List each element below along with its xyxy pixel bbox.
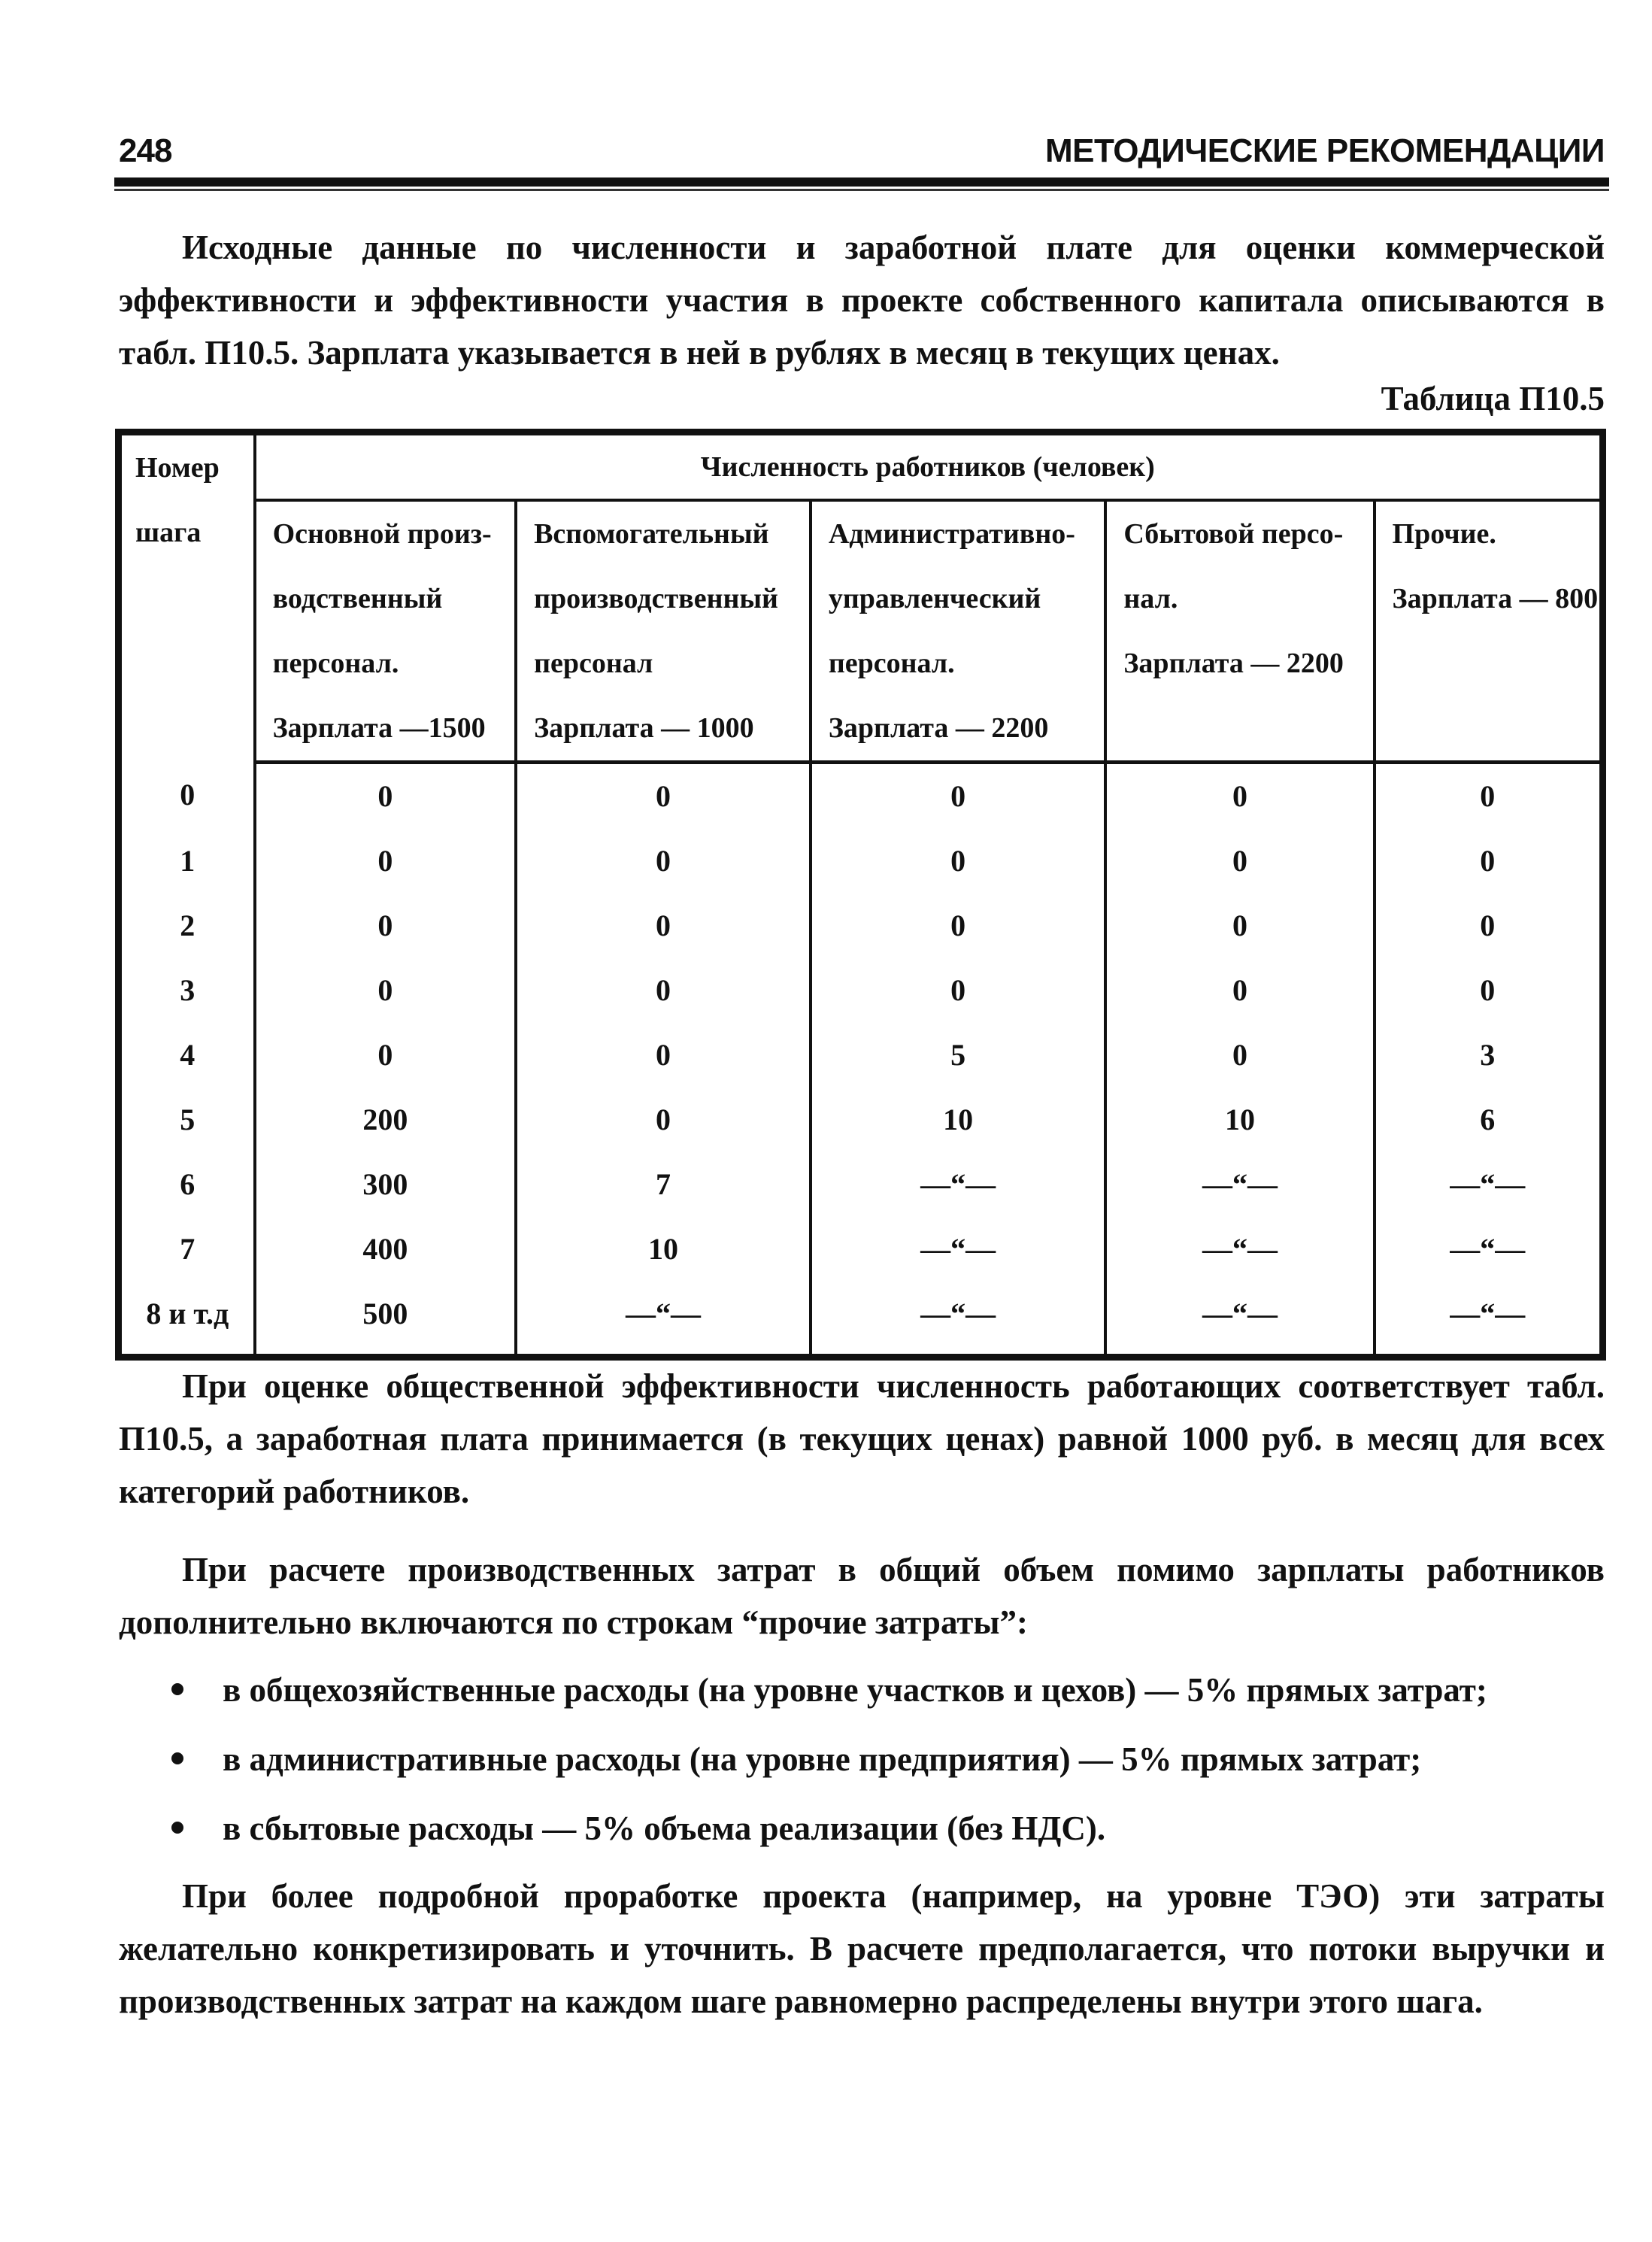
- table-row: [119, 893, 1603, 958]
- table-row: [119, 958, 1603, 1023]
- running-title: МЕТОДИЧЕСКИЕ РЕКОМЕНДАЦИИ: [1044, 132, 1605, 169]
- intro-paragraph: Исходные данные по численности и заработной плате для оценки коммерческой эффективности и эффективности участия в проекте собственного капитала описываются в табл. П10.5. Зарплата указывается в ней в рублях в месяц в текущих ценах.: [119, 229, 1605, 372]
- table-cell: 0: [1375, 763, 1603, 830]
- header-rule-thin: [114, 189, 1609, 191]
- column-header-line: Зарплата — 1000: [534, 712, 754, 744]
- table-cell: 0: [255, 893, 516, 958]
- table-row: [119, 1088, 1603, 1152]
- column-header-line: Прочие.: [1392, 518, 1496, 550]
- table-cell: 10: [516, 1217, 811, 1282]
- table-row: [119, 829, 1603, 893]
- list-item-text: в общехозяйственные расходы (на уровне участков и цехов) — 5% прямых затрат;: [223, 1671, 1487, 1709]
- table-cell: 6: [1375, 1088, 1603, 1152]
- column-header-line: Зарплата — 2200: [828, 712, 1049, 744]
- column-header-line: нал.: [1123, 583, 1178, 614]
- column-header-sales: [1105, 500, 1374, 763]
- table-row: [119, 1152, 1603, 1217]
- table-cell: 0: [1105, 829, 1374, 893]
- column-header-line: Сбытовой персо-: [1123, 518, 1344, 550]
- table-cell: —“—: [1375, 1217, 1603, 1282]
- table-cell-step: 0: [119, 763, 255, 830]
- column-header-auxiliary-production: [516, 500, 811, 763]
- table-cell: 0: [1105, 958, 1374, 1023]
- paragraph-public-efficiency: При оценке общественной эффективности численность работающих соответствует табл. П10.5, а заработная плата принимается (в текущих ценах) равной 1000 руб. в месяц для всех категорий работников.: [119, 1367, 1605, 1510]
- table-cell: 0: [1375, 893, 1603, 958]
- table-row: [119, 763, 1603, 830]
- table-cell: 10: [811, 1088, 1106, 1152]
- bullet-icon: [171, 1683, 183, 1695]
- table-cell: —“—: [516, 1282, 811, 1358]
- table-cell-step: 1: [119, 829, 255, 893]
- table-cell-step: 4: [119, 1023, 255, 1088]
- column-header-line: персонал.: [828, 648, 955, 679]
- table-cell: —“—: [811, 1152, 1106, 1217]
- table-cell: 0: [1105, 1023, 1374, 1088]
- column-header-line: Зарплата — 800: [1392, 583, 1599, 614]
- column-header-line: Административно-: [828, 518, 1075, 550]
- bullet-list: [119, 1664, 1605, 1871]
- paragraph-detailed-study: При более подробной проработке проекта (например, на уровне ТЭО) эти затраты желательно конкретизировать и уточнить. В расчете предполагается, что потоки выручки и производственных затрат на каждом шаге равномерно распределены внутри этого шага.: [119, 1877, 1605, 2020]
- table-cell: 0: [1375, 829, 1603, 893]
- table-cell: 0: [516, 958, 811, 1023]
- table-row: [119, 1023, 1603, 1088]
- table-caption: Таблица П10.5: [1381, 380, 1605, 417]
- table-cell: 0: [811, 763, 1106, 830]
- list-item-text: в сбытовые расходы — 5% объема реализации (без НДС).: [223, 1810, 1106, 1847]
- step-number-header: [119, 432, 255, 763]
- table-cell: 0: [516, 1023, 811, 1088]
- table-cell: 300: [255, 1152, 516, 1217]
- table-cell-step: 2: [119, 893, 255, 958]
- column-header-main-production: [255, 500, 516, 763]
- table-cell: —“—: [1105, 1217, 1374, 1282]
- table-cell: —“—: [811, 1282, 1106, 1358]
- bullet-icon: [171, 1752, 183, 1764]
- header-rule: [114, 177, 1609, 187]
- table-cell-step: 5: [119, 1088, 255, 1152]
- table-cell: 0: [1375, 958, 1603, 1023]
- table-cell: 0: [255, 763, 516, 830]
- table-cell: 10: [1105, 1088, 1374, 1152]
- page-number: 248: [119, 132, 172, 169]
- table-cell: —“—: [1105, 1282, 1374, 1358]
- group-header: Численность работников (человек): [255, 432, 1603, 501]
- table-cell: 0: [1105, 763, 1374, 830]
- column-header-administrative: [811, 500, 1106, 763]
- column-header-line: Зарплата — 2200: [1123, 648, 1344, 679]
- table-cell: 0: [255, 829, 516, 893]
- table-row: [119, 1282, 1603, 1358]
- table-cell: 200: [255, 1088, 516, 1152]
- table-header-row-1: [119, 432, 1603, 501]
- table-cell: 400: [255, 1217, 516, 1282]
- column-header-line: персонал.: [272, 648, 399, 679]
- column-header-line: водственный: [272, 583, 443, 614]
- table-cell-step: 3: [119, 958, 255, 1023]
- table-cell: 0: [516, 893, 811, 958]
- table-cell: 7: [516, 1152, 811, 1217]
- table-cell: 0: [255, 958, 516, 1023]
- table-cell: 0: [1105, 893, 1374, 958]
- table-cell: 0: [811, 893, 1106, 958]
- staffing-table: [115, 429, 1606, 1361]
- column-header-line: Зарплата —1500: [272, 712, 486, 744]
- list-item: [119, 1733, 1605, 1802]
- table-cell-step: 8 и т.д: [119, 1282, 255, 1358]
- table-cell: 5: [811, 1023, 1106, 1088]
- table-cell: 0: [811, 958, 1106, 1023]
- table-cell: —“—: [1375, 1282, 1603, 1358]
- list-item: [119, 1664, 1605, 1733]
- paragraph-production-costs: При расчете производственных затрат в общий объем помимо зарплаты работников дополнительно включаются по строкам “прочие затраты”:: [119, 1551, 1605, 1641]
- table-cell: 0: [516, 829, 811, 893]
- table-cell-step: 7: [119, 1217, 255, 1282]
- list-item: [119, 1802, 1605, 1871]
- table-cell: 0: [516, 1088, 811, 1152]
- step-header-line-1: Номер: [135, 452, 220, 484]
- table-cell: 0: [516, 763, 811, 830]
- column-header-other: [1375, 500, 1603, 763]
- list-item-text: в административные расходы (на уровне предприятия) — 5% прямых затрат;: [223, 1740, 1422, 1778]
- table-cell: 0: [255, 1023, 516, 1088]
- column-header-line: управленческий: [828, 583, 1041, 614]
- table-cell: —“—: [1375, 1152, 1603, 1217]
- column-header-line: производственный: [534, 583, 778, 614]
- table-cell: —“—: [811, 1217, 1106, 1282]
- column-header-line: Вспомогательный: [534, 518, 769, 550]
- table-row: [119, 1217, 1603, 1282]
- step-header-line-2: шага: [135, 517, 202, 548]
- table-header-row-2: [119, 500, 1603, 763]
- bullet-icon: [171, 1822, 183, 1834]
- column-header-line: персонал: [534, 648, 653, 679]
- table-cell: —“—: [1105, 1152, 1374, 1217]
- column-header-line: Основной произ-: [272, 518, 492, 550]
- table-cell: 3: [1375, 1023, 1603, 1088]
- table-cell: 500: [255, 1282, 516, 1358]
- table-cell: 0: [811, 829, 1106, 893]
- table-cell-step: 6: [119, 1152, 255, 1217]
